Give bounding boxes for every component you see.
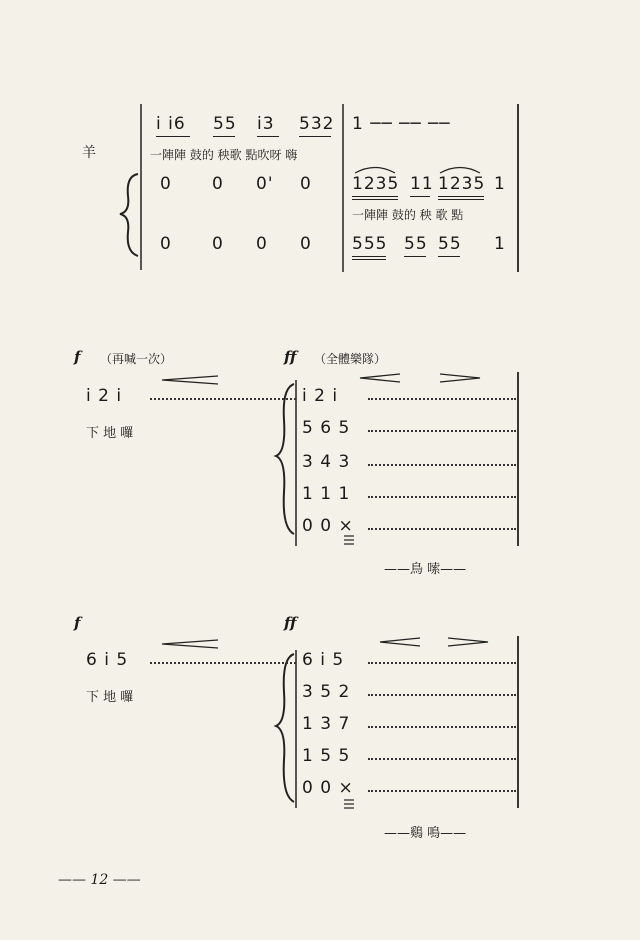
lower-note-8: 1 [494,234,506,254]
middle-note-1: 0 [160,174,172,194]
lower-note-7: 55 [438,234,462,254]
caption: ——鷄 鳴—— [384,826,467,841]
hold-dots [368,790,516,792]
hold-dots [368,758,516,760]
solo-notes: i 2 i [86,386,123,406]
chord-row-2: 3 5 2 [302,682,351,702]
chord-row-5: 0 0 × [302,778,354,798]
middle-note-5: 1235 [352,174,400,194]
chord-row-4: 1 5 5 [302,746,351,766]
caption: ——鳥 嗦—— [384,562,467,577]
lower-note-2: 0 [212,234,224,254]
lower-note-1: 0 [160,234,172,254]
chord-row-2: 5 6 5 [302,418,351,438]
chord-row-3: 1 3 7 [302,714,351,734]
upper-note-2: 55 [213,114,237,134]
middle-note-3: 0' [256,174,274,194]
solo-dynamic: f [74,614,81,632]
lower-note-3: 0 [256,234,268,254]
chord-row-4: 1 1 1 [302,484,351,504]
lower-note-6: 55 [404,234,428,254]
chord-row-1: 6 i 5 [302,650,345,670]
upper-note-3: i3 [257,114,275,134]
middle-note-6: 11 [410,174,434,194]
hold-dots [368,694,516,696]
middle-lyric: 一陣陣 鼓的 秧 歌 點 [352,208,464,222]
tutti-dynamic: ff [284,614,297,632]
solo-lyric: 下 地 囉 [86,690,134,705]
chord-row-3: 3 4 3 [302,452,351,472]
middle-note-2: 0 [212,174,224,194]
middle-note-7: 1235 [438,174,486,194]
solo-direction: （再喊一次） [100,352,173,366]
upper-note-1: i i6 [156,114,186,134]
solo-notes: 6 i 5 [86,650,129,670]
upper-lyric: 一陣陣 鼓的 秧歌 點吹呀 嗨 [150,148,298,162]
upper-note-4: 532 [299,114,335,134]
chord-row-1: i 2 i [302,386,339,406]
solo-dynamic: f [74,348,81,366]
middle-note-4: 0 [300,174,312,194]
tutti-direction: （全體樂隊） [314,352,387,366]
upper-note-5: 1 ── ── ── [352,114,451,134]
chord-row-5: 0 0 × [302,516,354,536]
page-number: —— 12 —— [58,872,141,888]
hold-dots [368,662,516,664]
lower-note-5: 555 [352,234,388,254]
side-mark: 羊 [82,145,96,161]
lower-note-4: 0 [300,234,312,254]
solo-lyric: 下 地 囉 [86,426,134,441]
hold-dots [150,662,296,664]
middle-note-8: 1 [494,174,506,194]
tutti-dynamic: ff [284,348,297,366]
hold-dots [368,726,516,728]
